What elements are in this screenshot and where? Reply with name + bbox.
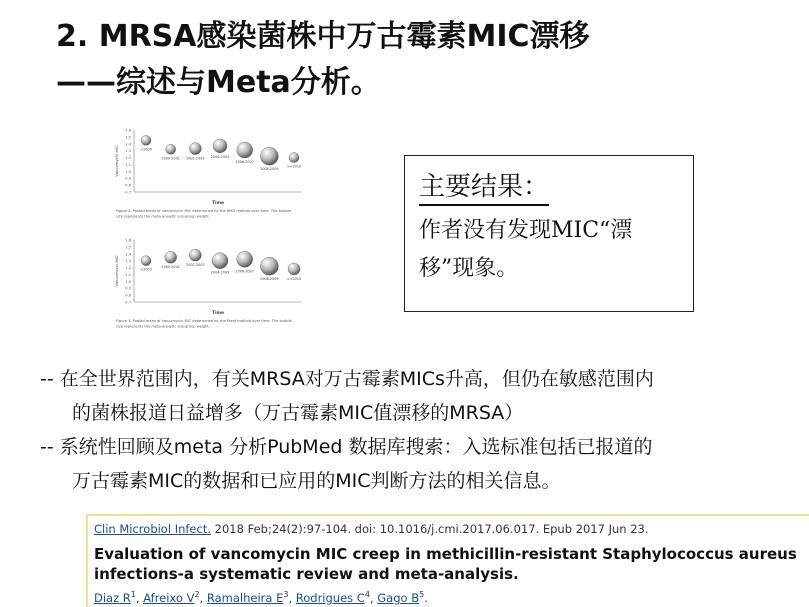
author-separator: , (288, 590, 296, 605)
y-tick-label: 0.9 (125, 176, 131, 181)
bullet-1-line2: 的菌株报道日益增多（万古霉素MIC值漂移的MRSA） (72, 402, 524, 424)
y-tick-label: 1.3 (125, 259, 131, 264)
bubble-point (288, 263, 300, 275)
author-link[interactable]: Gago B (377, 590, 420, 605)
bubble-point (141, 135, 151, 145)
slide-title-line2: ——综述与Meta分析。 (56, 65, 381, 100)
author-separator: , (135, 590, 144, 605)
author-separator: , (199, 590, 207, 605)
y-tick-label: 1.3 (125, 149, 131, 154)
bubble-point (189, 249, 201, 261)
y-tick-label: 1.4 (125, 142, 131, 147)
bubble-label: 2008-2009 (260, 167, 279, 172)
author-link[interactable]: Afreixo V (143, 590, 195, 605)
y-tick-label: 1.5 (125, 135, 131, 140)
author-separator: , (369, 590, 378, 605)
bullet-1-line1: -- 在全世界范围内，有关MRSA对万古霉素MICs升高，但仍在敏感范围内 (40, 368, 654, 390)
y-tick-label: 1.6 (125, 128, 131, 133)
bubble-point (237, 142, 253, 158)
y-tick-label: 0.9 (125, 286, 131, 291)
x-axis-label: Time (211, 311, 225, 316)
y-tick-label: 1.4 (125, 252, 131, 257)
y-axis-label: Vancomycin MIC (114, 255, 119, 287)
author-affiliation-sup: 2 (194, 590, 200, 599)
main-results-box (404, 155, 694, 312)
figure-panel (112, 128, 340, 342)
bubble-label: >=2010 (286, 276, 302, 281)
bullet-2-line1: -- 系统性回顾及meta 分析PubMed 数据库搜索：入选标准包括已报道的 (40, 436, 653, 458)
bubble-label: 2000-2001 (161, 156, 180, 161)
bullet-2-line2: 万古霉素MIC的数据和已应用的MIC判断方法的相关信息。 (72, 470, 561, 492)
citation-card (86, 514, 809, 607)
author-separator: . (424, 590, 428, 605)
results-line1: 作者没有发现MIC“漂 (419, 218, 633, 243)
author-link[interactable]: Diaz R (94, 590, 131, 605)
y-tick-label: 1.0 (125, 279, 131, 284)
bubble-point (166, 144, 176, 154)
journal-link[interactable]: Clin Microbiol Infect. (94, 522, 211, 536)
figure-caption-line: Figure 2. Pooled mean of vancomycin MIC determined by the BMD method over time. The bubble (116, 209, 292, 213)
results-line2: 移”现象。 (419, 256, 519, 281)
bubble-label: <2000 (140, 147, 152, 152)
citation-details: 2018 Feb;24(2):97-104. doi: 10.1016/j.cmi.2017.06.017. Epub 2017 Jun 23. (211, 522, 649, 536)
bubble-point (260, 257, 278, 275)
y-tick-label: 0.8 (125, 293, 131, 298)
bullet-list (40, 362, 800, 498)
y-tick-label: 1.1 (125, 272, 131, 277)
bubble-label: <2000 (140, 267, 152, 272)
y-tick-label: 1.0 (125, 169, 131, 174)
bubble-point (212, 253, 228, 269)
bubble-point (237, 251, 253, 267)
bubble-label: 2004-2005 (210, 270, 230, 275)
author-link[interactable]: Rodrigues C (295, 590, 365, 605)
bubble-label: 2006-2007 (235, 159, 254, 164)
citation-meta (94, 522, 649, 536)
slide-title-line1: 2. MRSA感染菌株中万古霉素MIC漂移 (56, 19, 590, 54)
author-link[interactable]: Ramalheira E (206, 590, 284, 605)
y-axis-label: Vancomycin MIC (114, 145, 119, 177)
author-affiliation-sup: 4 (364, 590, 370, 599)
bubble-label: 2002-2003 (186, 263, 205, 268)
y-tick-label: 0.7 (125, 190, 131, 195)
article-title: Evaluation of vancomycin MIC creep in methicillin-resistant Staphylococcus aureus infections-a systematic review and meta-analysis. (94, 545, 797, 583)
bubble-point (189, 143, 201, 155)
y-tick-label: 1.6 (125, 238, 131, 243)
results-text (419, 212, 683, 288)
bubble-label: >=2010 (286, 164, 302, 169)
results-heading: 主要结果： (419, 170, 549, 206)
bubble-label: 2008-2009 (260, 277, 279, 282)
bubble-point (165, 251, 177, 263)
y-tick-label: 0.7 (125, 300, 131, 305)
bubble-point (213, 139, 227, 153)
bubble-point (141, 256, 151, 266)
author-affiliation-sup: 1 (130, 590, 136, 599)
figure-caption-line: size represents the meta-analytic sub-group weight. (116, 214, 210, 219)
y-tick-label: 0.8 (125, 183, 131, 188)
x-axis-label: Time (211, 201, 225, 206)
author-affiliation-sup: 3 (283, 590, 289, 599)
author-affiliation-sup: 5 (419, 590, 425, 599)
bubble-label: 2004-2005 (210, 154, 230, 159)
bubble-label: 2002-2003 (186, 156, 205, 161)
bubble-point (289, 153, 299, 163)
slide-title (56, 14, 590, 106)
y-tick-label: 1.2 (125, 266, 131, 271)
bubble-label: 2006-2007 (235, 269, 254, 274)
y-tick-label: 1.1 (125, 162, 131, 167)
y-tick-label: 1.2 (125, 156, 131, 161)
bubble-charts (112, 128, 340, 342)
bubble-point (260, 147, 278, 165)
author-list (94, 590, 428, 605)
bubble-label: 2000-2001 (161, 265, 180, 270)
y-tick-label: 1.5 (125, 245, 131, 250)
figure-caption-line: size represents the meta-analytic sub-group weight. (116, 324, 210, 329)
figure-caption-line: Figure 3. Pooled mean of vancomycin MIC determined by the Etest method over time. The bubble (116, 319, 292, 323)
